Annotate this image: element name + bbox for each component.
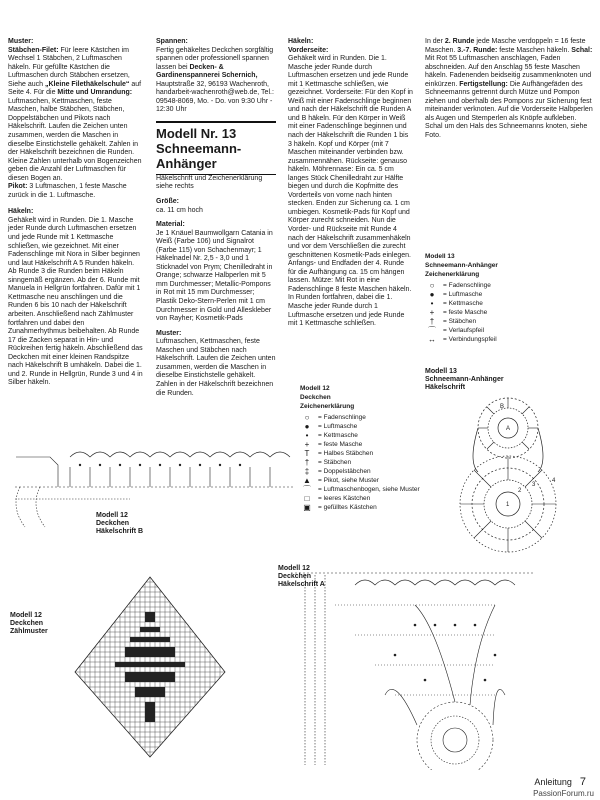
watermark: PassionForum.ru xyxy=(533,789,594,798)
legend-item: = Stäbchen xyxy=(443,318,477,325)
muster-heading: Muster: xyxy=(8,38,34,45)
snowman-labels xyxy=(500,404,556,508)
fadenschlinge-icon: ○ xyxy=(304,413,310,422)
muster2-text: Luftmaschen, Kettmaschen, feste Maschen und Stäbchen nach Häkelschrift. Laufen die Zeichen unten zusammen, werden die Maschen in dieselbe Einstichstelle gehäkelt. Zahlen in der Häkelschrift bezeichnen die Runden. xyxy=(156,338,276,397)
pikot-icon: ▲ xyxy=(303,476,311,485)
haekeln-text: Gehäkelt wird in Runden. Die 1. Masche jeder Runde durch Luftmaschen ersetzen und jede Runde mit 1 Kettmasche schließen, wie gezeichnet. Mit einer Fadenschlinge mit Nora in Silber beginnen und laut Häkelschrift A 5 Runden häkeln. Ab Runde 3 die Runden beim Häkeln sinngemäß ergänzen. Ab der 6. Runde mit Manuela in Hellgrün fortfahren. Dafür mit 1 Kettmasche neu anschlingen und die Runden 6 bis 10 nach der Häkelschrift arbeiten. Anschließend nach Zählmuster fortfahren und dabei den Zunahmerhythmus beibehalten. Ab Runde 17 die Zacken separat in Hin- und Rückreihen fertig häkeln. Abschließend das Deckchen mit einer kleinen Randspitze nach Häkelschrift B umhäkeln. Dabei die 1. und 2. Runde in Hellgrün, Runde 3 und 4 in Silber häkeln. xyxy=(8,216,143,387)
luftmasche-icon: ● xyxy=(304,422,310,431)
legend-item: = feste Masche xyxy=(443,309,488,316)
svg-text:B: B xyxy=(500,404,505,410)
staebchen-icon: † xyxy=(429,317,435,326)
vorderseite-text: Gehäkelt wird in Runden. Die 1. Masche jeder Runde durch Luftmaschen ersetzen und jede Runde mit 1 Kettmasche schließen, wie gezeichnet. Vorderseite: Für den Kopf in Weiß mit einer Fadenschlinge beginnen und nach der Häkelschrift die Runden A und B häkeln. Für den Körper in Weiß mit einer Fadenschlinge beginnen und nach der Häkelschrift die Runden 1 bis 3 häkeln. Kopf und Körper (mit 7 Maschen miteinander verbinden bzw. zusammennähen. Rückseite: genauso häkeln. Möhrennase: Ein ca. 5 cm langes Stück Chenilledraht zur Hälfte biegen und durch die Kopfmitte des Vorderteils von vorne nach hinten stecken. Enden zur Sicherung ca. 1 cm umbiegen. Kosmetik-Pads für Kopf und Körper zurecht schneiden. Nun die Vorder- und Rückseite mit Runde 4 nach der Häkelschrift zusammenhäkeln und vor dem Verschließen die zurecht geschnittenen Kosmetik-Pads einlegen. Anfangs- und Endfaden der 4. Runde für die Aufhängung ca. 15 cm hängen lassen. Mütze: Mit Rot in eine Fadenschlinge 8 feste Maschen häkeln. In Runden fortfahren, dabei die 1. Masche jeder Runde durch 1 Luftmasche ersetzen und jede Runde mit 1 Kettmasche schließen. xyxy=(288,55,413,328)
border-chart-b xyxy=(10,447,300,537)
leeres-kaestchen-icon: □ xyxy=(304,494,310,503)
snowman-spokes xyxy=(460,398,556,552)
legend-item: = Luftmasche xyxy=(443,291,483,298)
column-3 xyxy=(288,38,413,329)
haekeln3-heading: Häkeln: xyxy=(288,38,314,45)
legend12-title3: Zeichenerklärung xyxy=(300,403,355,410)
legend-item: = Doppelstäbchen xyxy=(318,468,371,475)
model-13-header xyxy=(156,121,276,175)
feste-masche-icon: + xyxy=(429,308,435,317)
column-1 xyxy=(8,38,144,388)
legend-item: = Halbes Stäbchen xyxy=(318,450,374,457)
col4-text: In der 2. Runde jede Masche verdoppeln = 16 feste Maschen. 3.-7. Runde: feste Maschen häkeln. Schal: Mit Rot 55 Luftmaschen anschlagen, Faden abschneiden. Auf den Anschlag 55 feste Maschen häkeln. Fadenenden beidseitig zusammenknoten und einkürzen. Fertigstellung: Die Aufhängefäden des Schneemanns getrennt durch Mütze und Pompon ziehen und oberhalb des Pompons zur Sicherung fest miteinander verknoten. Auf die Vorderseite Halbperlen als Augen und Stemperlen als Knöpfe aufkleben. Schal um den Hals des Schneemanns knoten, siehe Foto. xyxy=(425,38,593,140)
verlaufspfeil-icon: ⌒ xyxy=(428,326,436,335)
legend-model-13 xyxy=(425,252,585,344)
legend13-title3: Zeichenerklärung xyxy=(425,271,480,278)
legend-item: = Luftmasche xyxy=(318,423,358,430)
legend-item: = Kettmasche xyxy=(443,300,483,307)
groesse-heading: Größe: xyxy=(156,198,179,206)
material-heading: Material: xyxy=(156,221,185,229)
model-title: Modell Nr. 13 xyxy=(156,125,237,141)
doppelstaebchen-icon: ‡ xyxy=(304,467,310,476)
caption-m12-zaehlmuster: Modell 12 Deckchen Zählmuster xyxy=(10,612,48,635)
legend-item: = Fadenschlinge xyxy=(443,282,491,289)
filet-grid-chart xyxy=(70,572,230,762)
pikot-text: Pikot: 3 Luftmaschen, 1 feste Masche zurück in die 1. Luftmasche. xyxy=(8,183,127,199)
muster-text: Stäbchen-Filet: Für leere Kästchen im Wechsel 1 Stäbchen, 2 Luftmaschen häkeln. Für gefüllte Kästchen die Luftmaschen durch Stäbchen ersetzen, Siehe auch „Kleine Filethäkelschule“ auf Seite 4. Für die Mitte und Umrandung: Luftmaschen, Kettmaschen, feste Maschen, halbe Stäbchen, Stäbchen, Doppelstäbchen und Pikots nach Häkelschrift. Laufen die Zeichen unten zusammen, werden die Maschen in dieselbe Einstichstelle gehäkelt. Zahlen in der Häkelschrift bezeichnen die Runden. Kleine Zahlen unterhalb von Bogenzeichen geben die Anzahl der Luftmaschen für diesen Bogen an. xyxy=(8,46,142,182)
svg-text:3: 3 xyxy=(532,482,536,488)
vorderseite-heading: Vorderseite: xyxy=(288,46,329,54)
legend-item: = Verbindungspfeil xyxy=(443,336,497,343)
legend-item: = gefülltes Kästchen xyxy=(318,504,377,511)
center-chart-a xyxy=(295,565,545,770)
groesse-text: ca. 11 cm hoch xyxy=(156,206,203,214)
legend-item: = Pikot, siehe Muster xyxy=(318,477,379,484)
spannen-heading: Spannen: xyxy=(156,38,188,45)
spannen-text: Fertig gehäkeltes Deckchen sorgfältig spannen oder professionell spannen lassen bei Decken- & Gardinenspannerei Schernich, Hauptstraße 32, 96193 Wachenroth, handarbeit-wachenroth@web.de, Tel.: 09548-8069, Mo. - Do. von 9:30 Uhr - 12:30 Uhr xyxy=(156,46,274,114)
kettmasche-icon: • xyxy=(305,431,309,440)
legend12-title2: Deckchen xyxy=(300,394,331,401)
svg-text:A: A xyxy=(506,426,511,432)
legend-item: = Kettmasche xyxy=(318,432,358,439)
luftmasche-icon: ● xyxy=(429,290,435,299)
legend-item: = leeres Kästchen xyxy=(318,495,371,502)
material-text: Je 1 Knäuel Baumwollgarn Catania in Weiß (Farbe 106) und Signalrot (Farbe 115) von Schachenmayr; 1 Häkelnadel Nr. 2,5 - 3,0 und 1 Sticknadel von Prym; Chenilledraht in Orange; schwarze Halbperlen mit 5 mm Durchmesser; Metallic-Pompons in Rot mit 15 mm Durchmesser; Plastik Deko-Stern-Perlen mit 1 cm Durchmesser in Gold und Alleskleber von Rayher; Kosmetik-Pads xyxy=(156,229,273,323)
column-2 xyxy=(156,38,276,398)
luftmaschenbogen-icon: ⌒ xyxy=(303,485,311,494)
caption-m13-haekelschrift: Modell 13 Schneemann-Anhänger Häkelschrift xyxy=(425,368,504,391)
legend12-title1: Modell 12 xyxy=(300,385,330,392)
legend-item: = Luftmaschenbogen, siehe Muster xyxy=(318,486,420,493)
legend-item: = Stäbchen xyxy=(318,459,352,466)
svg-text:1: 1 xyxy=(506,502,510,508)
legend-item: = Fadenschlinge xyxy=(318,414,366,421)
model-desc: Häkelschrift und Zeichenerklärung siehe rechts xyxy=(156,174,263,191)
snowman-chart xyxy=(428,392,594,568)
caption-m12-haekelschrift-a: Modell 12 Deckchen Häkelschrift A xyxy=(278,565,325,588)
caption-m12-haekelschrift-b: Modell 12 Deckchen Häkelschrift B xyxy=(96,512,144,535)
legend-item: = feste Masche xyxy=(318,441,363,448)
model-subtitle: Schneemann-Anhänger xyxy=(156,140,242,171)
legend-item: = Verlaufspfeil xyxy=(443,327,485,334)
legend13-title2: Schneemann-Anhänger xyxy=(425,262,498,269)
svg-text:2: 2 xyxy=(518,488,522,494)
column-4 xyxy=(425,38,593,141)
haekeln-heading: Häkeln: xyxy=(8,208,34,216)
kettmasche-icon: • xyxy=(430,299,434,308)
legend13-title1: Modell 13 xyxy=(425,253,455,260)
legend-model-12 xyxy=(300,384,425,512)
fadenschlinge-icon: ○ xyxy=(429,281,435,290)
footer-label: Anleitung xyxy=(534,777,572,787)
muster2-heading: Muster: xyxy=(156,329,182,337)
verbindungspfeil-icon: ↔ xyxy=(428,335,436,344)
staebchen-icon: † xyxy=(304,458,310,467)
page-footer xyxy=(534,776,586,788)
halbes-staebchen-icon: T xyxy=(304,449,310,458)
gefuelltes-kaestchen-icon: ▣ xyxy=(303,503,311,512)
svg-text:4: 4 xyxy=(552,478,556,484)
page-number: 7 xyxy=(579,776,586,788)
feste-masche-icon: + xyxy=(304,440,310,449)
